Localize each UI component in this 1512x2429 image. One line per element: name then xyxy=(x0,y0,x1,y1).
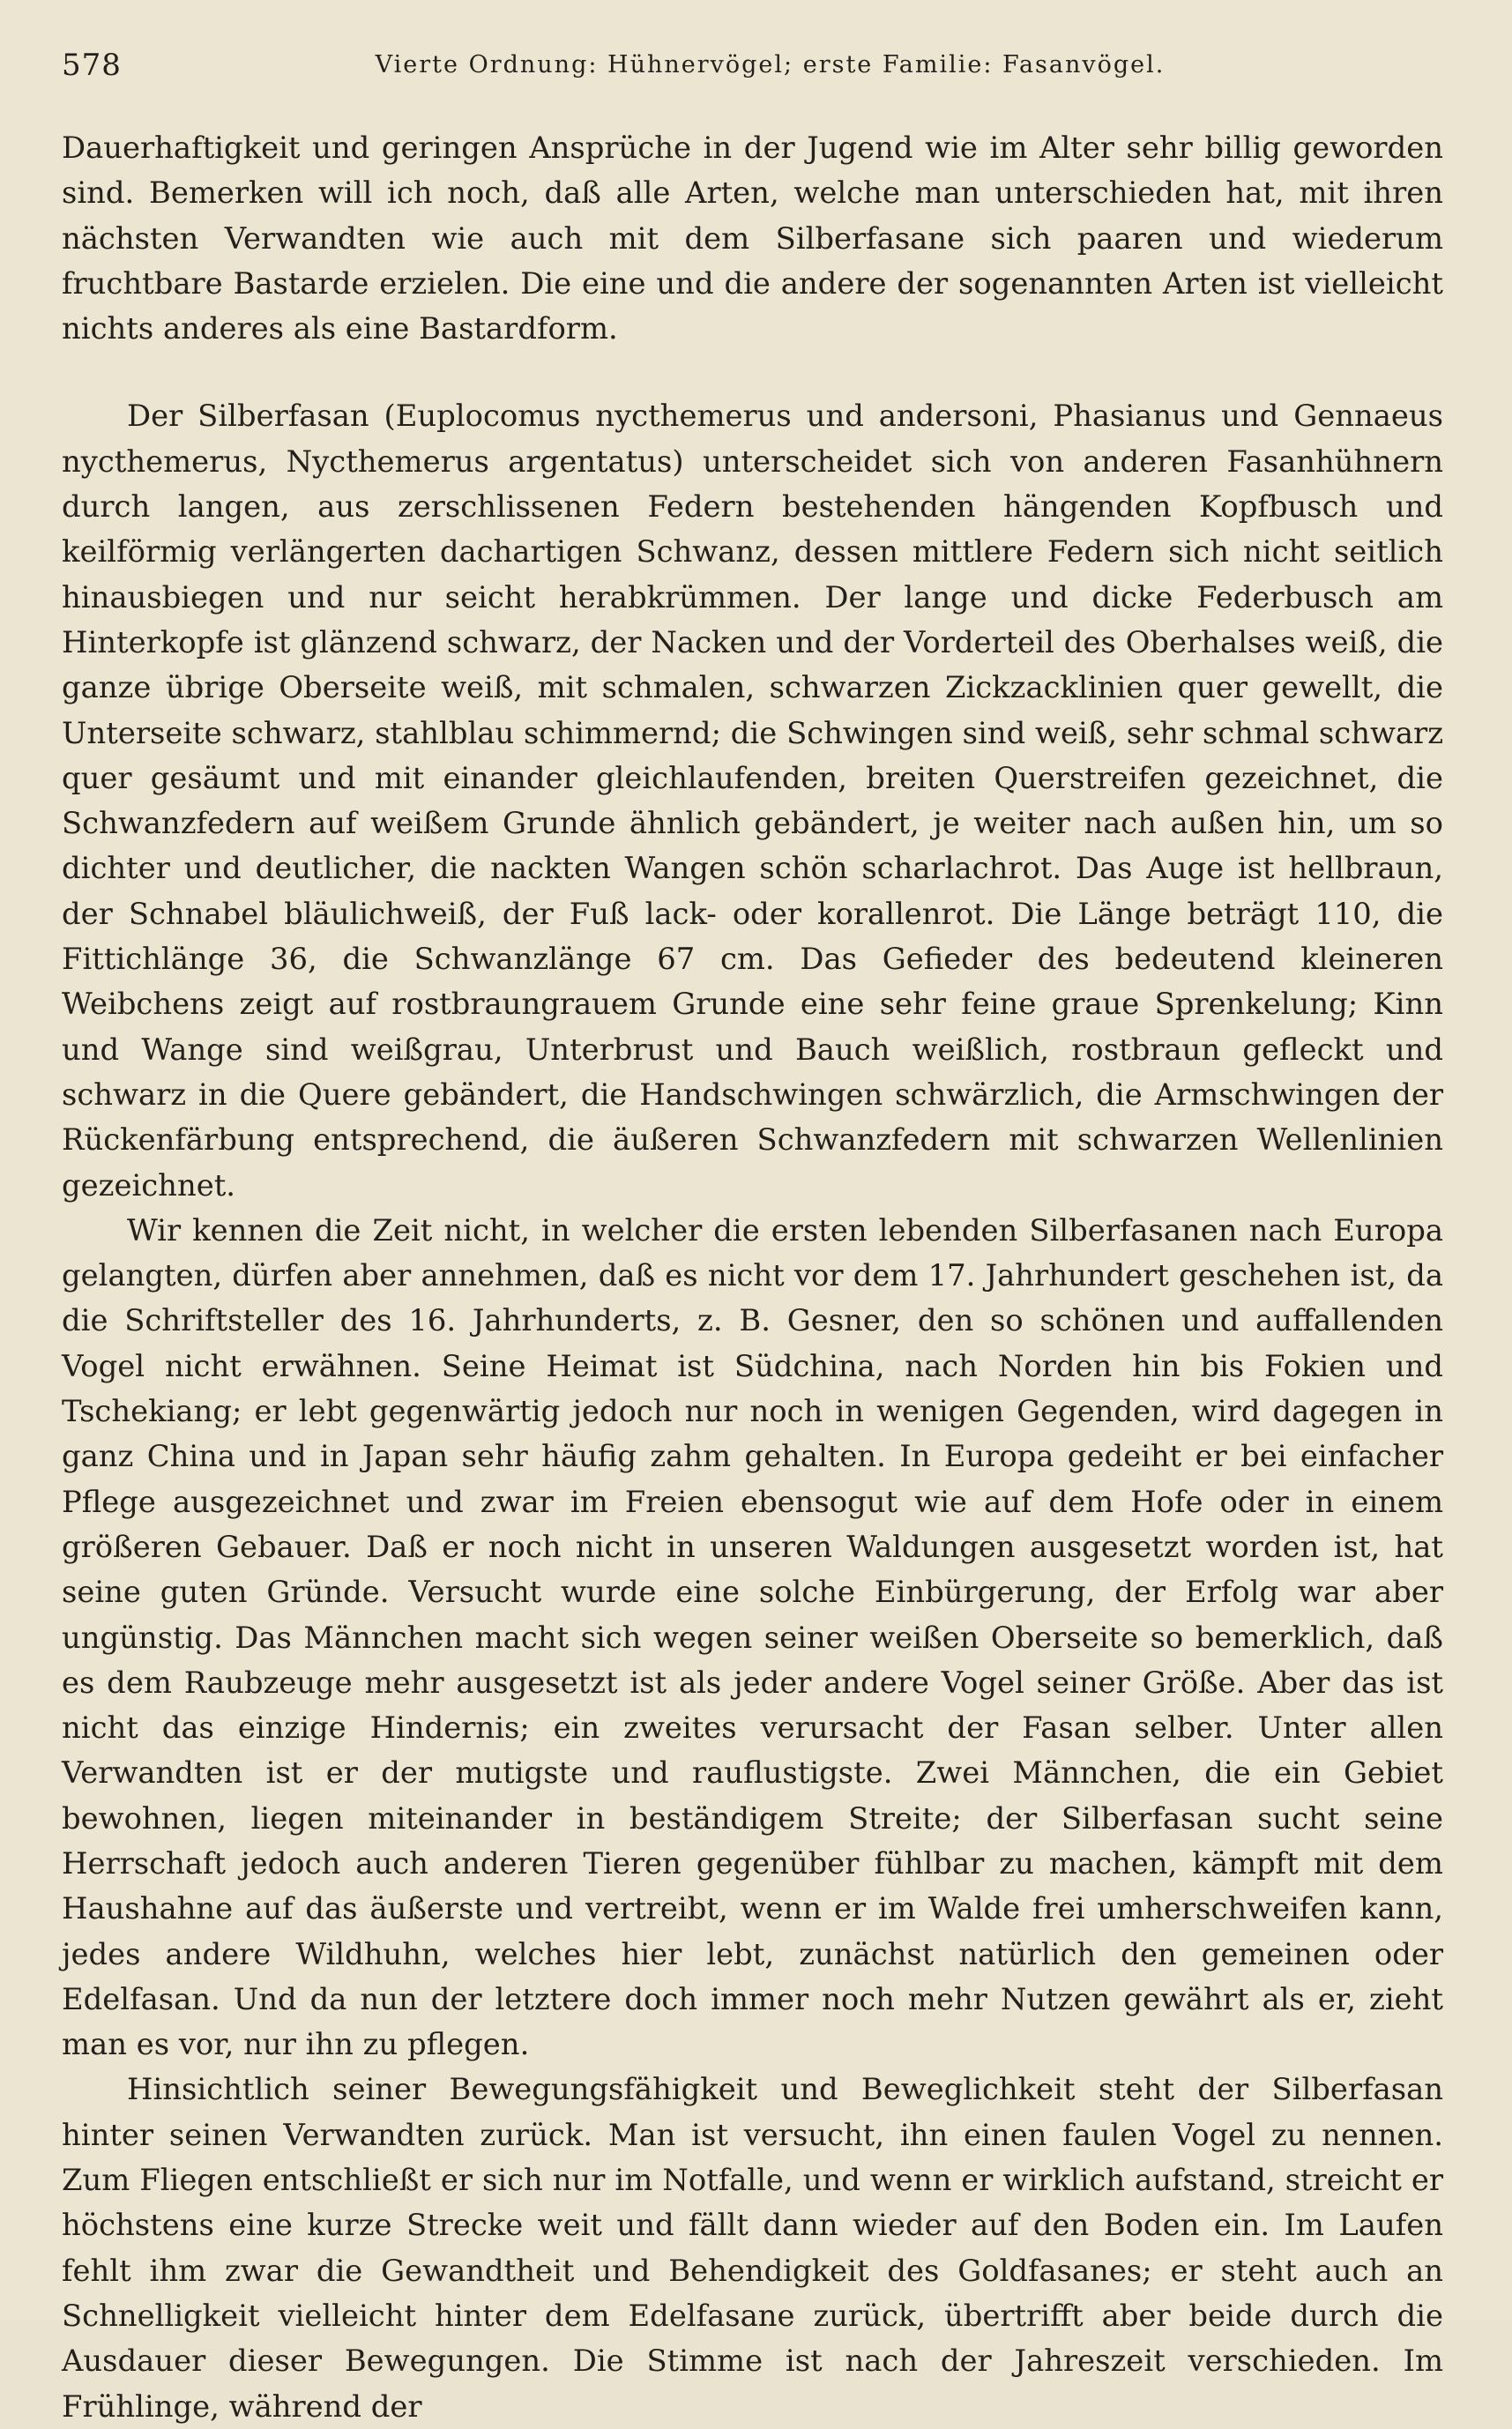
paragraph-2: Der Silberfasan (Euplocomus nycthemerus und andersoni, Phasianus und Gennaeus nycthemerus, Nycthemerus argentatus) unterscheidet sich von anderen Fasanhühnern durch langen, aus zerschlissenen Federn bestehenden hängenden Kopfbusch und keilförmig verlängerten dachartigen Schwanz, dessen mittlere Federn sich nicht seitlich hinausbiegen und nur seicht herabkrümmen. Der lange und dicke Federbusch am Hinterkopfe ist glänzend schwarz, der Nacken und der Vorderteil des Oberhalses weiß, die ganze übrige Oberseite weiß, mit schmalen, schwarzen Zickzacklinien quer gewellt, die Unterseite schwarz, stahlblau schimmernd; die Schwingen sind weiß, sehr schmal schwarz quer gesäumt und mit einander gleichlaufenden, breiten Querstreifen gezeichnet, die Schwanzfedern auf weißem Grunde ähnlich gebändert, je weiter nach außen hin, um so dichter und deutlicher, die nackten Wangen schön scharlachrot. Das Auge ist hellbraun, der Schnabel bläulichweiß, der Fuß lack- oder korallenrot. Die Länge beträgt 110, die Fittichlänge 36, die Schwanzlänge 67 cm. Das Gefieder des bedeutend kleineren Weibchens zeigt auf rostbraungrauem Grunde eine sehr feine graue Sprenkelung; Kinn und Wange sind weißgrau, Unterbrust und Bauch weißlich, rostbraun gefleckt und schwarz in die Quere gebändert, die Handschwingen schwärzlich, die Armschwingen der Rückenfärbung entsprechend, die äußeren Schwanzfedern mit schwarzen Wellenlinien gezeichnet. xyxy=(62,399,1443,1203)
body-text xyxy=(62,125,1443,2429)
paragraph-4: Hinsichtlich seiner Bewegungsfähigkeit und Beweglichkeit steht der Silberfasan hinter seinen Verwandten zurück. Man ist versucht, ihn einen faulen Vogel zu nennen. Zum Fliegen entschließt er sich nur im Notfalle, und wenn er wirklich aufstand, streicht er höchstens eine kurze Strecke weit und fällt dann wieder auf den Boden ein. Im Laufen fehlt ihm zwar die Gewandtheit und Behendigkeit des Goldfasanes; er steht auch an Schnelligkeit vielleicht hinter dem Edelfasane zurück, übertrifft aber beide durch die Ausdauer dieser Bewegungen. Die Stimme ist nach der Jahreszeit verschieden. Im Frühlinge, während der xyxy=(62,2072,1443,2424)
running-head xyxy=(62,46,1443,93)
paragraph-3: Wir kennen die Zeit nicht, in welcher die ersten lebenden Silberfasanen nach Europa gelangten, dürfen aber annehmen, daß es nicht vor dem 17. Jahrhundert geschehen ist, da die Schriftsteller des 16. Jahrhunderts, z. B. Gesner, den so schönen und auffallenden Vogel nicht erwähnen. Seine Heimat ist Südchina, nach Norden hin bis Fokien und Tschekiang; er lebt gegenwärtig jedoch nur noch in wenigen Gegenden, wird dagegen in ganz China und in Japan sehr häufig zahm gehalten. In Europa gedeiht er bei einfacher Pflege ausgezeichnet und zwar im Freien ebensogut wie auf dem Hofe oder in einem größeren Gebauer. Daß er noch nicht in unseren Waldungen ausgesetzt worden ist, hat seine guten Gründe. Versucht wurde eine solche Einbürgerung, der Erfolg war aber ungünstig. Das Männchen macht sich wegen seiner weißen Oberseite so bemerklich, daß es dem Raubzeuge mehr ausgesetzt ist als jeder andere Vogel seiner Größe. Aber das ist nicht das einzige Hindernis; ein zweites verursacht der Fasan selber. Unter allen Verwandten ist er der mutigste und rauflustigste. Zwei Männchen, die ein Gebiet bewohnen, liegen miteinander in beständigem Streite; der Silberfasan sucht seine Herrschaft jedoch auch anderen Tieren gegenüber fühlbar zu machen, kämpft mit dem Haushahne auf das äußerste und vertreibt, wenn er im Walde frei umherschweifen kann, jedes andere Wildhuhn, welches hier lebt, zunächst natürlich den gemeinen oder Edelfasan. Und da nun der letztere doch immer noch mehr Nutzen gewährt als er, zieht man es vor, nur ihn zu pflegen. xyxy=(62,1212,1443,2062)
paragraph-1: Dauerhaftigkeit und geringen Ansprüche in der Jugend wie im Alter sehr billig geworden sind. Bemerken will ich noch, daß alle Arten, welche man unterschieden hat, mit ihren nächsten Verwandten wie auch mit dem Silberfasane sich paaren und wiederum fruchtbare Bastarde erzielen. Die eine und die andere der sogenannten Arten ist vielleicht nichts anderes als eine Bastardform. xyxy=(62,130,1443,346)
page-number: 578 xyxy=(62,48,122,83)
running-head-title: Vierte Ordnung: Hühnervögel; erste Familie: Fasanvögel. xyxy=(375,51,1166,78)
